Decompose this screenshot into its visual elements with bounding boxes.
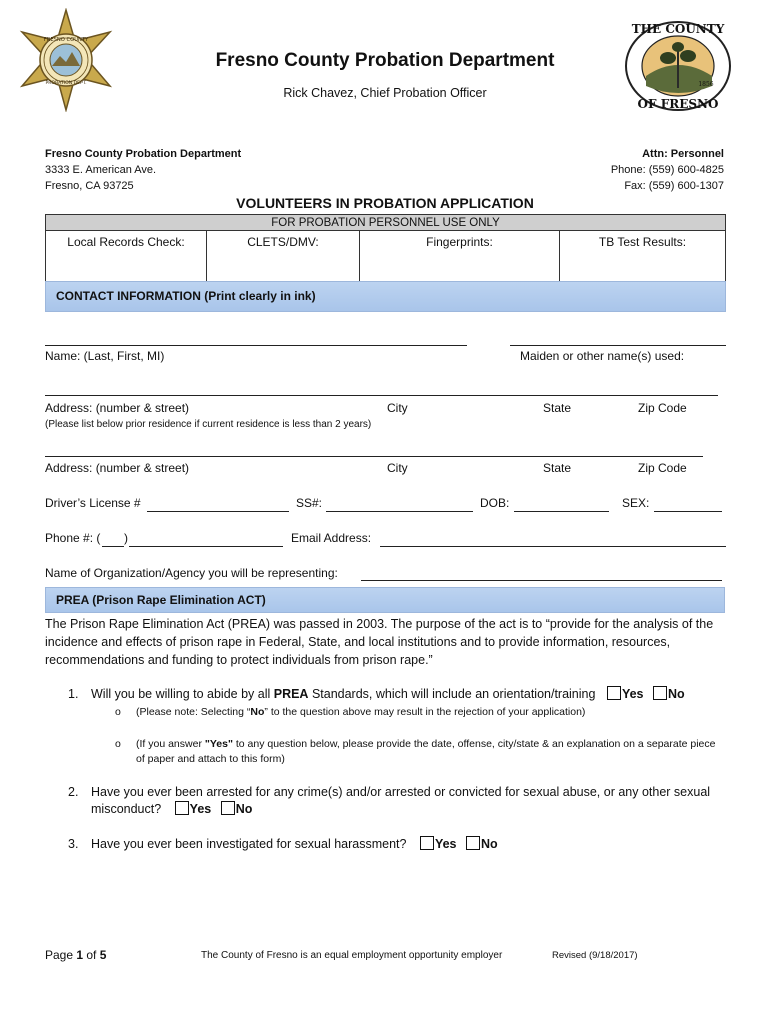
q2-yes-checkbox[interactable] — [175, 801, 189, 815]
q3-yes-label: Yes — [434, 837, 457, 851]
address-org: Fresno County Probation Department — [45, 148, 242, 160]
chief-officer: Rick Chavez, Chief Probation Officer — [283, 86, 487, 100]
question-3 — [91, 836, 498, 853]
question-2 — [91, 784, 711, 818]
note1-bold: No — [250, 706, 265, 718]
department-address — [45, 146, 241, 194]
clets-dmv-field: CLETS/DMV: — [207, 231, 360, 282]
address-city: Fresno, CA 93725 — [45, 180, 134, 192]
ssn-input-line[interactable] — [326, 511, 473, 512]
email-label: Email Address: — [291, 531, 372, 545]
organization-input-line[interactable] — [361, 580, 722, 581]
prior-address-input-line[interactable] — [45, 456, 703, 457]
address-street: 3333 E. American Ave. — [45, 164, 157, 176]
maiden-input-line[interactable] — [510, 345, 726, 346]
seal-top-text: THE COUNTY — [631, 22, 725, 36]
name-label: Name: (Last, First, MI) — [45, 349, 165, 363]
license-input-line[interactable] — [147, 511, 289, 512]
dob-input-line[interactable] — [514, 511, 609, 512]
organization-label: Name of Organization/Agency you will be representing: — [45, 566, 338, 580]
prior-address-label: Address: (number & street) — [45, 461, 190, 475]
fingerprints-field: Fingerprints: — [360, 231, 560, 282]
q1-text-pre: Will you be willing to abide by all — [91, 687, 274, 701]
note2-post: to any question below, please provide the date, offense, city/state & an explanation on a separate piece of paper and attach to this form) — [136, 738, 716, 765]
area-code-input-line[interactable] — [102, 546, 124, 547]
tb-test-field: TB Test Results: — [560, 231, 726, 282]
note-1 — [136, 705, 585, 720]
q1-yes-label: Yes — [621, 687, 644, 701]
office-use-table — [45, 214, 726, 282]
q2-no-checkbox[interactable] — [221, 801, 235, 815]
phone-label: Phone #: ( — [45, 531, 101, 545]
q3-no-checkbox[interactable] — [466, 836, 480, 850]
question-1 — [91, 686, 685, 703]
phone-input-line[interactable] — [129, 546, 283, 547]
sex-label: SEX: — [622, 496, 650, 510]
page-of: of — [83, 948, 100, 962]
local-records-field: Local Records Check: — [46, 231, 207, 282]
q1-text-bold: PREA — [273, 687, 309, 701]
page-current: 1 — [76, 948, 84, 962]
note1-post: ” to the question above may result in the rejection of your application) — [264, 706, 586, 718]
address-input-line[interactable] — [45, 395, 718, 396]
q2-text: Have you ever been arrested for any crime(s) and/or arrested or convicted for sexual abuse, or any other sexual misconduct? — [91, 785, 711, 816]
q3-yes-checkbox[interactable] — [420, 836, 434, 850]
attn-fax: Fax: (559) 600-1307 — [624, 180, 724, 192]
page-number — [45, 948, 106, 962]
note1-pre: (Please note: Selecting “ — [136, 706, 251, 718]
email-input-line[interactable] — [380, 546, 726, 547]
ssn-label: SS#: — [296, 496, 323, 510]
q2-number: 2. — [68, 785, 79, 799]
badge-bottom-text: PROBATION DEPT. — [45, 81, 87, 86]
seal-bottom-text: OF FRESNO — [637, 97, 719, 111]
prior-state-label: State — [543, 461, 572, 475]
q1-no-label: No — [667, 687, 685, 701]
dob-label: DOB: — [480, 496, 510, 510]
q1-number: 1. — [68, 687, 79, 701]
q1-no-checkbox[interactable] — [653, 686, 667, 700]
zip-label: Zip Code — [638, 401, 687, 415]
sex-input-line[interactable] — [654, 511, 722, 512]
phone-paren: ) — [124, 531, 128, 545]
license-label: Driver’s License # — [45, 496, 141, 510]
q3-text: Have you ever been investigated for sexual harassment? — [91, 837, 407, 851]
note1-bullet: o — [115, 706, 121, 718]
q1-text-post: Standards, which will include an orientation/training — [308, 687, 596, 701]
revised-date: Revised (9/18/2017) — [552, 950, 638, 961]
prea-paragraph: The Prison Rape Elimination Act (PREA) was passed in 2003. The purpose of the act is to “provide for the analysis of the incidence and effects of prison rape in Federal, State, and local institutions and to provide information, resources, recommendations and funding to protect individuals from prison rape.” — [45, 617, 714, 667]
note2-bold: "Yes" — [204, 738, 233, 750]
q2-yes-label: Yes — [189, 802, 212, 816]
prior-zip-label: Zip Code — [638, 461, 687, 475]
maiden-label: Maiden or other name(s) used: — [520, 349, 685, 363]
name-input-line[interactable] — [45, 345, 467, 346]
contact-info-heading: CONTACT INFORMATION (Print clearly in ink) — [45, 281, 726, 312]
q3-number: 3. — [68, 837, 79, 851]
prior-residence-note: (Please list below prior residence if current residence is less than 2 years) — [45, 419, 372, 430]
eeo-statement: The County of Fresno is an equal employment opportunity employer — [201, 950, 503, 961]
seal-year: 1856 — [698, 81, 714, 88]
address-label: Address: (number & street) — [45, 401, 190, 415]
q2-no-label: No — [235, 802, 253, 816]
q1-yes-checkbox[interactable] — [607, 686, 621, 700]
prior-city-label: City — [387, 461, 408, 475]
note2-bullet: o — [115, 738, 121, 750]
office-use-header: FOR PROBATION PERSONNEL USE ONLY — [46, 215, 726, 231]
state-label: State — [543, 401, 572, 415]
q3-no-label: No — [481, 837, 498, 851]
badge-top-text: FRESNO COUNTY — [43, 37, 89, 43]
page-prefix: Page — [45, 948, 77, 962]
page-total: 5 — [99, 948, 107, 962]
form-title: VOLUNTEERS IN PROBATION APPLICATION — [236, 195, 534, 211]
attn-block — [611, 146, 724, 194]
attn-label: Attn: Personnel — [642, 148, 724, 160]
city-label: City — [387, 401, 408, 415]
attn-phone: Phone: (559) 600-4825 — [610, 164, 724, 176]
prea-heading: PREA (Prison Rape Elimination ACT) — [45, 587, 725, 613]
note-2 — [136, 737, 716, 767]
note2-pre: (If you answer — [136, 738, 205, 750]
page-title: Fresno County Probation Department — [215, 50, 555, 71]
